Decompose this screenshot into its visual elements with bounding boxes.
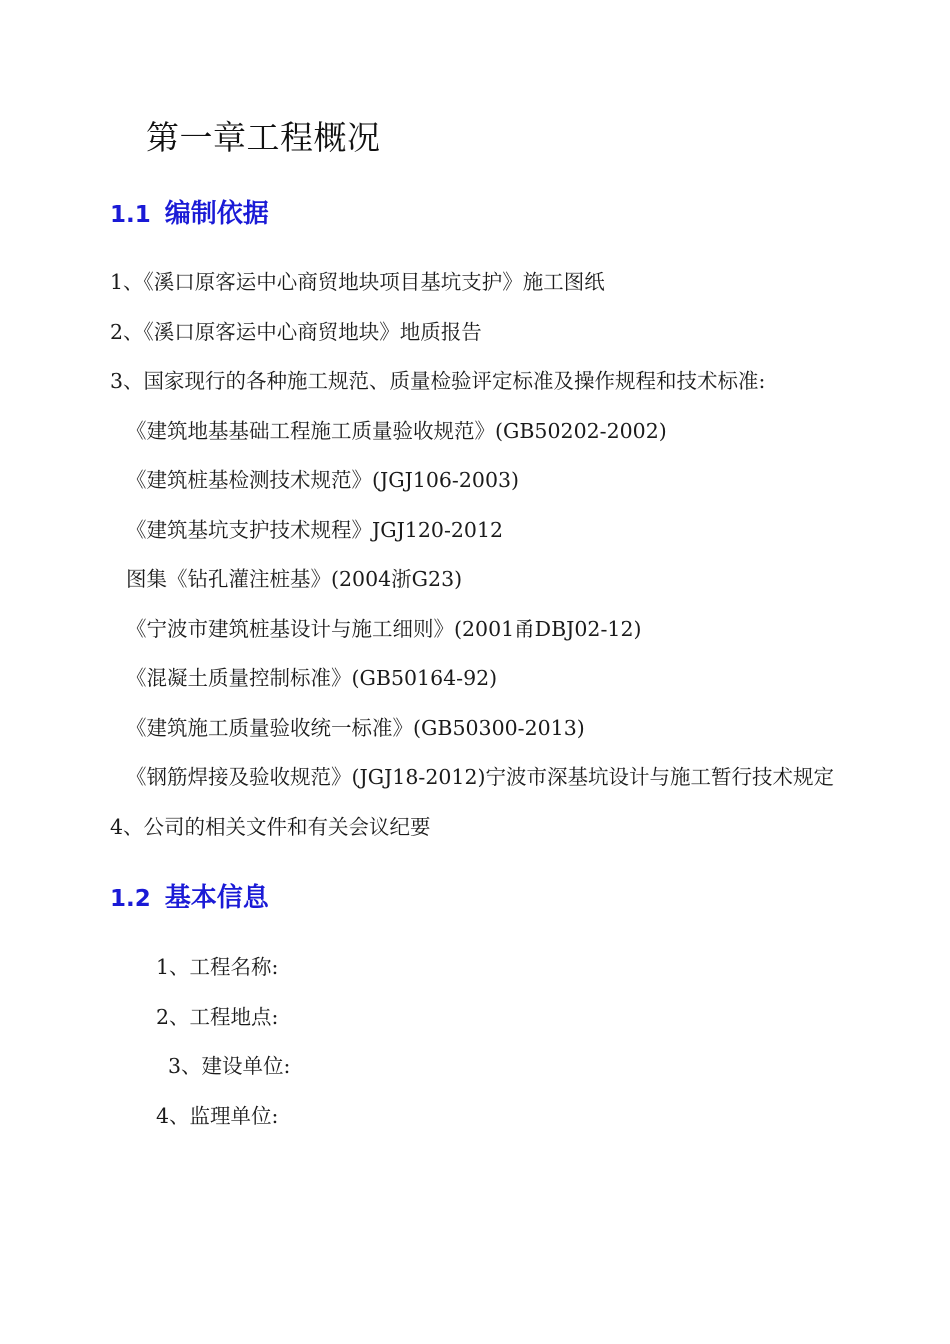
section-title: 编制依据 bbox=[164, 199, 269, 229]
standard-item: 《混凝土质量控制标准》(GB50164-92) bbox=[126, 666, 498, 690]
info-field-owner: 3、建设单位: bbox=[168, 1054, 291, 1078]
section-number: 1.2 bbox=[110, 886, 151, 912]
standard-item: 《建筑地基基础工程施工质量验收规范》(GB50202-2002) bbox=[126, 419, 667, 443]
list-item: 4、公司的相关文件和有关会议纪要 bbox=[110, 815, 431, 839]
section-number: 1.1 bbox=[110, 202, 151, 228]
list-item: 3、国家现行的各种施工规范、质量检验评定标准及操作规程和技术标准: bbox=[110, 369, 766, 393]
standard-item: 图集《钻孔灌注桩基》(2004浙G23) bbox=[126, 567, 463, 591]
section-title: 基本信息 bbox=[164, 883, 269, 913]
info-field-project-name: 1、工程名称: bbox=[156, 955, 279, 979]
list-item: 2、《溪口原客运中心商贸地块》地质报告 bbox=[110, 320, 482, 344]
section-heading-1-2 bbox=[110, 885, 269, 911]
info-field-project-location: 2、工程地点: bbox=[156, 1005, 279, 1029]
chapter-title: 第一章工程概况 bbox=[146, 118, 381, 157]
standard-item: 《钢筋焊接及验收规范》(JGJ18-2012)宁波市深基坑设计与施工暂行技术规定 bbox=[126, 765, 834, 789]
standard-item: 《建筑施工质量验收统一标准》(GB50300-2013) bbox=[126, 716, 585, 740]
section-heading-1-1 bbox=[110, 201, 269, 227]
standard-item: 《建筑桩基检测技术规范》(JGJ106-2003) bbox=[126, 468, 520, 492]
standard-item: 《建筑基坑支护技术规程》JGJ120-2012 bbox=[126, 518, 504, 542]
standard-item: 《宁波市建筑桩基设计与施工细则》(2001甬DBJ02-12) bbox=[126, 617, 642, 641]
list-item: 1、《溪口原客运中心商贸地块项目基坑支护》施工图纸 bbox=[110, 270, 605, 294]
info-field-supervisor: 4、监理单位: bbox=[156, 1104, 279, 1128]
